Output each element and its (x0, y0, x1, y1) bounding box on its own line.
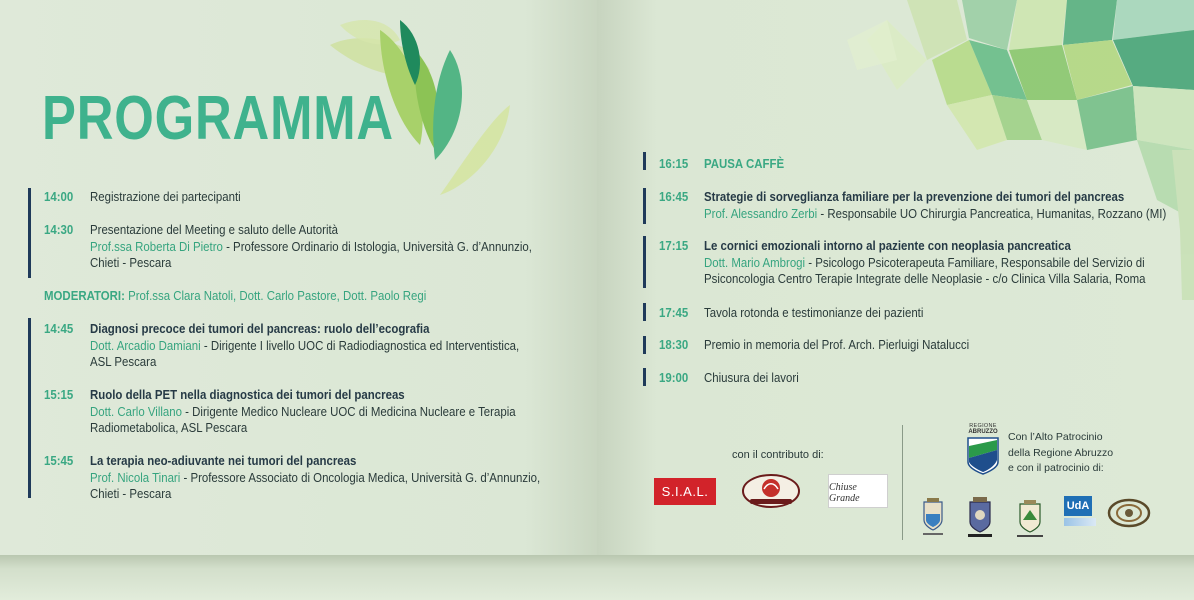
item-title: Le cornici emozionali intorno al paziente con neoplasia pancreatica (704, 238, 1071, 253)
chiuse-grande-logo (828, 474, 888, 508)
sial-logo (654, 478, 716, 505)
chiuse-grande-logo-text: Chiuse Grande (829, 482, 860, 504)
sponsor-label: con il contributo di: (732, 449, 824, 461)
patronage-text (1008, 430, 1113, 477)
patronage-line: e con il patrocinio di: (1008, 462, 1104, 474)
time-label: 14:45 (44, 321, 74, 336)
moderators (44, 288, 426, 303)
divider (902, 425, 903, 540)
timeline-bar (643, 236, 646, 288)
left-page (0, 0, 597, 555)
speaker-role-cont: ASL Pescara (90, 354, 157, 369)
region-logo-label: REGIONE (969, 423, 997, 429)
speaker-role: - Dirigente I livello UOC di Radiodiagnostica ed Interventistica, (200, 337, 520, 353)
item-title: Presentazione del Meeting e saluto delle Autorità (90, 222, 339, 237)
speaker-role: - Responsabile UO Chirurgia Pancreatica, Humanitas, Rozzano (MI) (817, 205, 1167, 221)
sial-logo-text: S.I.A.L. (661, 484, 709, 499)
item-title: Ruolo della PET nella diagnostica dei tumori del pancreas (90, 387, 405, 402)
timeline-bar (643, 303, 646, 321)
speaker-role-cont: Psiconcologia Centro Terapie Integrate delle Neoplasie - c/o Clinica Villa Salaria, Roma (704, 271, 1146, 286)
speaker-role: - Professore Ordinario di Istologia, Università G. d’Annunzio, (222, 238, 532, 254)
item-title: Registrazione dei partecipanti (90, 189, 241, 204)
speaker-role-cont: Radiometabolica, ASL Pescara (90, 420, 248, 435)
time-label: 15:45 (44, 453, 74, 468)
pescara-crest-icon (918, 496, 948, 538)
speaker-role: - Professore Associato di Oncologia Medica, Università G. d’Annunzio, (180, 469, 541, 485)
montesilvano-crest-icon (1014, 498, 1046, 540)
uda-logo (1064, 496, 1096, 530)
speaker-name: Dott. Arcadio Damiani (90, 337, 201, 353)
speaker-role-cont: Chieti - Pescara (90, 486, 172, 501)
agenda-left (0, 0, 597, 555)
moderators-names: Prof.ssa Clara Natoli, Dott. Carlo Pastore, Dott. Paolo Regi (124, 288, 427, 303)
item-title: Strategie di sorveglianza familiare per la prevenzione dei tumori del pancreas (704, 189, 1125, 204)
region-logo-label: ABRUZZO (968, 429, 998, 435)
time-label: 15:15 (44, 387, 74, 402)
time-label: 19:00 (659, 370, 689, 385)
speaker-name: Prof. Nicola Tinari (90, 469, 181, 485)
time-label: 16:15 (659, 156, 689, 171)
shield-icon (966, 436, 1000, 476)
time-label: 16:45 (659, 189, 689, 204)
time-label: 17:45 (659, 305, 689, 320)
patronage-line: della Regione Abruzzo (1008, 446, 1114, 459)
time-label: 17:15 (659, 238, 689, 253)
item-title: La terapia neo-adiuvante nei tumori del pancreas (90, 453, 357, 468)
timeline-bar (643, 368, 646, 386)
moderators-label: MODERATORI: (44, 288, 125, 303)
time-label: 14:00 (44, 189, 74, 204)
time-label: 18:30 (659, 337, 689, 352)
chieti-crest-icon (964, 496, 996, 540)
speaker-name: Dott. Carlo Villano (90, 403, 183, 419)
speaker-role: - Dirigente Medico Nucleare UOC di Medicina Nucleare e Terapia (182, 403, 516, 419)
item-title: PAUSA CAFFÈ (704, 156, 785, 171)
regione-abruzzo-logo (966, 423, 1000, 477)
speaker-name: Dott. Mario Ambrogi (704, 254, 806, 270)
speaker-role-cont: Chieti - Pescara (90, 255, 172, 270)
item-title: Chiusura dei lavori (704, 370, 799, 385)
timeline-bar (643, 152, 646, 170)
time-label: 14:30 (44, 222, 74, 237)
page-bottom-edge (0, 555, 1194, 600)
timeline-bar (643, 336, 646, 354)
patronage-line: Con l’Alto Patrocinio (1008, 431, 1103, 443)
item-title: Premio in memoria del Prof. Arch. Pierluigi Natalucci (704, 337, 970, 352)
page-title: PROGRAMMA (42, 84, 394, 153)
cantinella-logo-icon (740, 472, 802, 510)
timeline-bar (643, 188, 646, 224)
item-title: Tavola rotonda e testimonianze dei pazienti (704, 305, 924, 320)
uda-logo-text: UdA (1064, 496, 1092, 516)
item-title: Diagnosi precoce dei tumori del pancreas: ruolo dell’ecografia (90, 321, 430, 336)
speaker-name: Prof. Alessandro Zerbi (704, 205, 818, 221)
speaker-role: - Psicologo Psicoterapeuta Familiare, Responsabile del Servizio di (805, 254, 1145, 270)
ordine-logo-icon (1106, 496, 1152, 530)
speaker-name: Prof.ssa Roberta Di Pietro (90, 238, 223, 254)
